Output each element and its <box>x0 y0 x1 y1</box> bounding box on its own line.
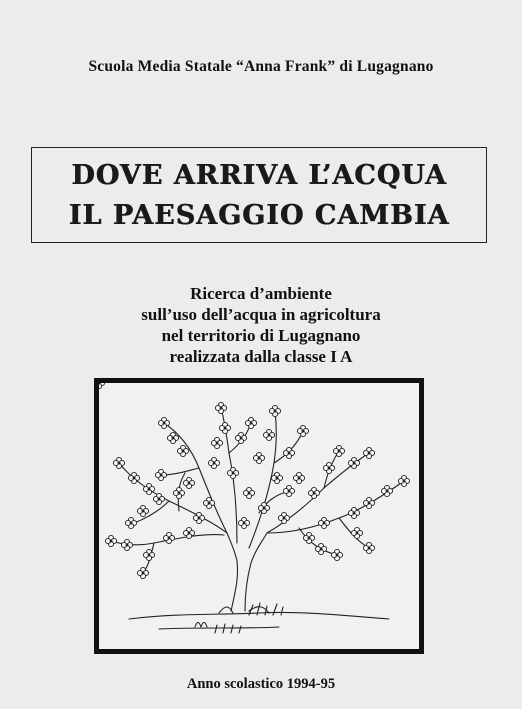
title-line-2: IL PAESAGGIO CAMBIA <box>68 200 450 231</box>
illustration-frame <box>94 378 424 654</box>
subtitle-line-3: nel territorio di Lugagnano <box>161 326 361 345</box>
blossoms <box>105 402 409 578</box>
subtitle-line-4: realizzata dalla classe I A <box>169 347 353 366</box>
subtitle-line-1: Ricerca d’ambiente <box>190 284 332 303</box>
school-name: Scuola Media Statale “Anna Frank” di Lugagnano <box>88 58 434 75</box>
title-box <box>31 147 487 243</box>
title-line-1: DOVE ARRIVA L’ACQUA <box>71 160 447 191</box>
school-year: Anno scolastico 1994-95 <box>186 676 336 692</box>
subtitle-line-2: sull’uso dell’acqua in agricoltura <box>141 305 381 324</box>
blossoming-tree-drawing-icon <box>99 383 419 649</box>
subtitle <box>0 283 522 367</box>
